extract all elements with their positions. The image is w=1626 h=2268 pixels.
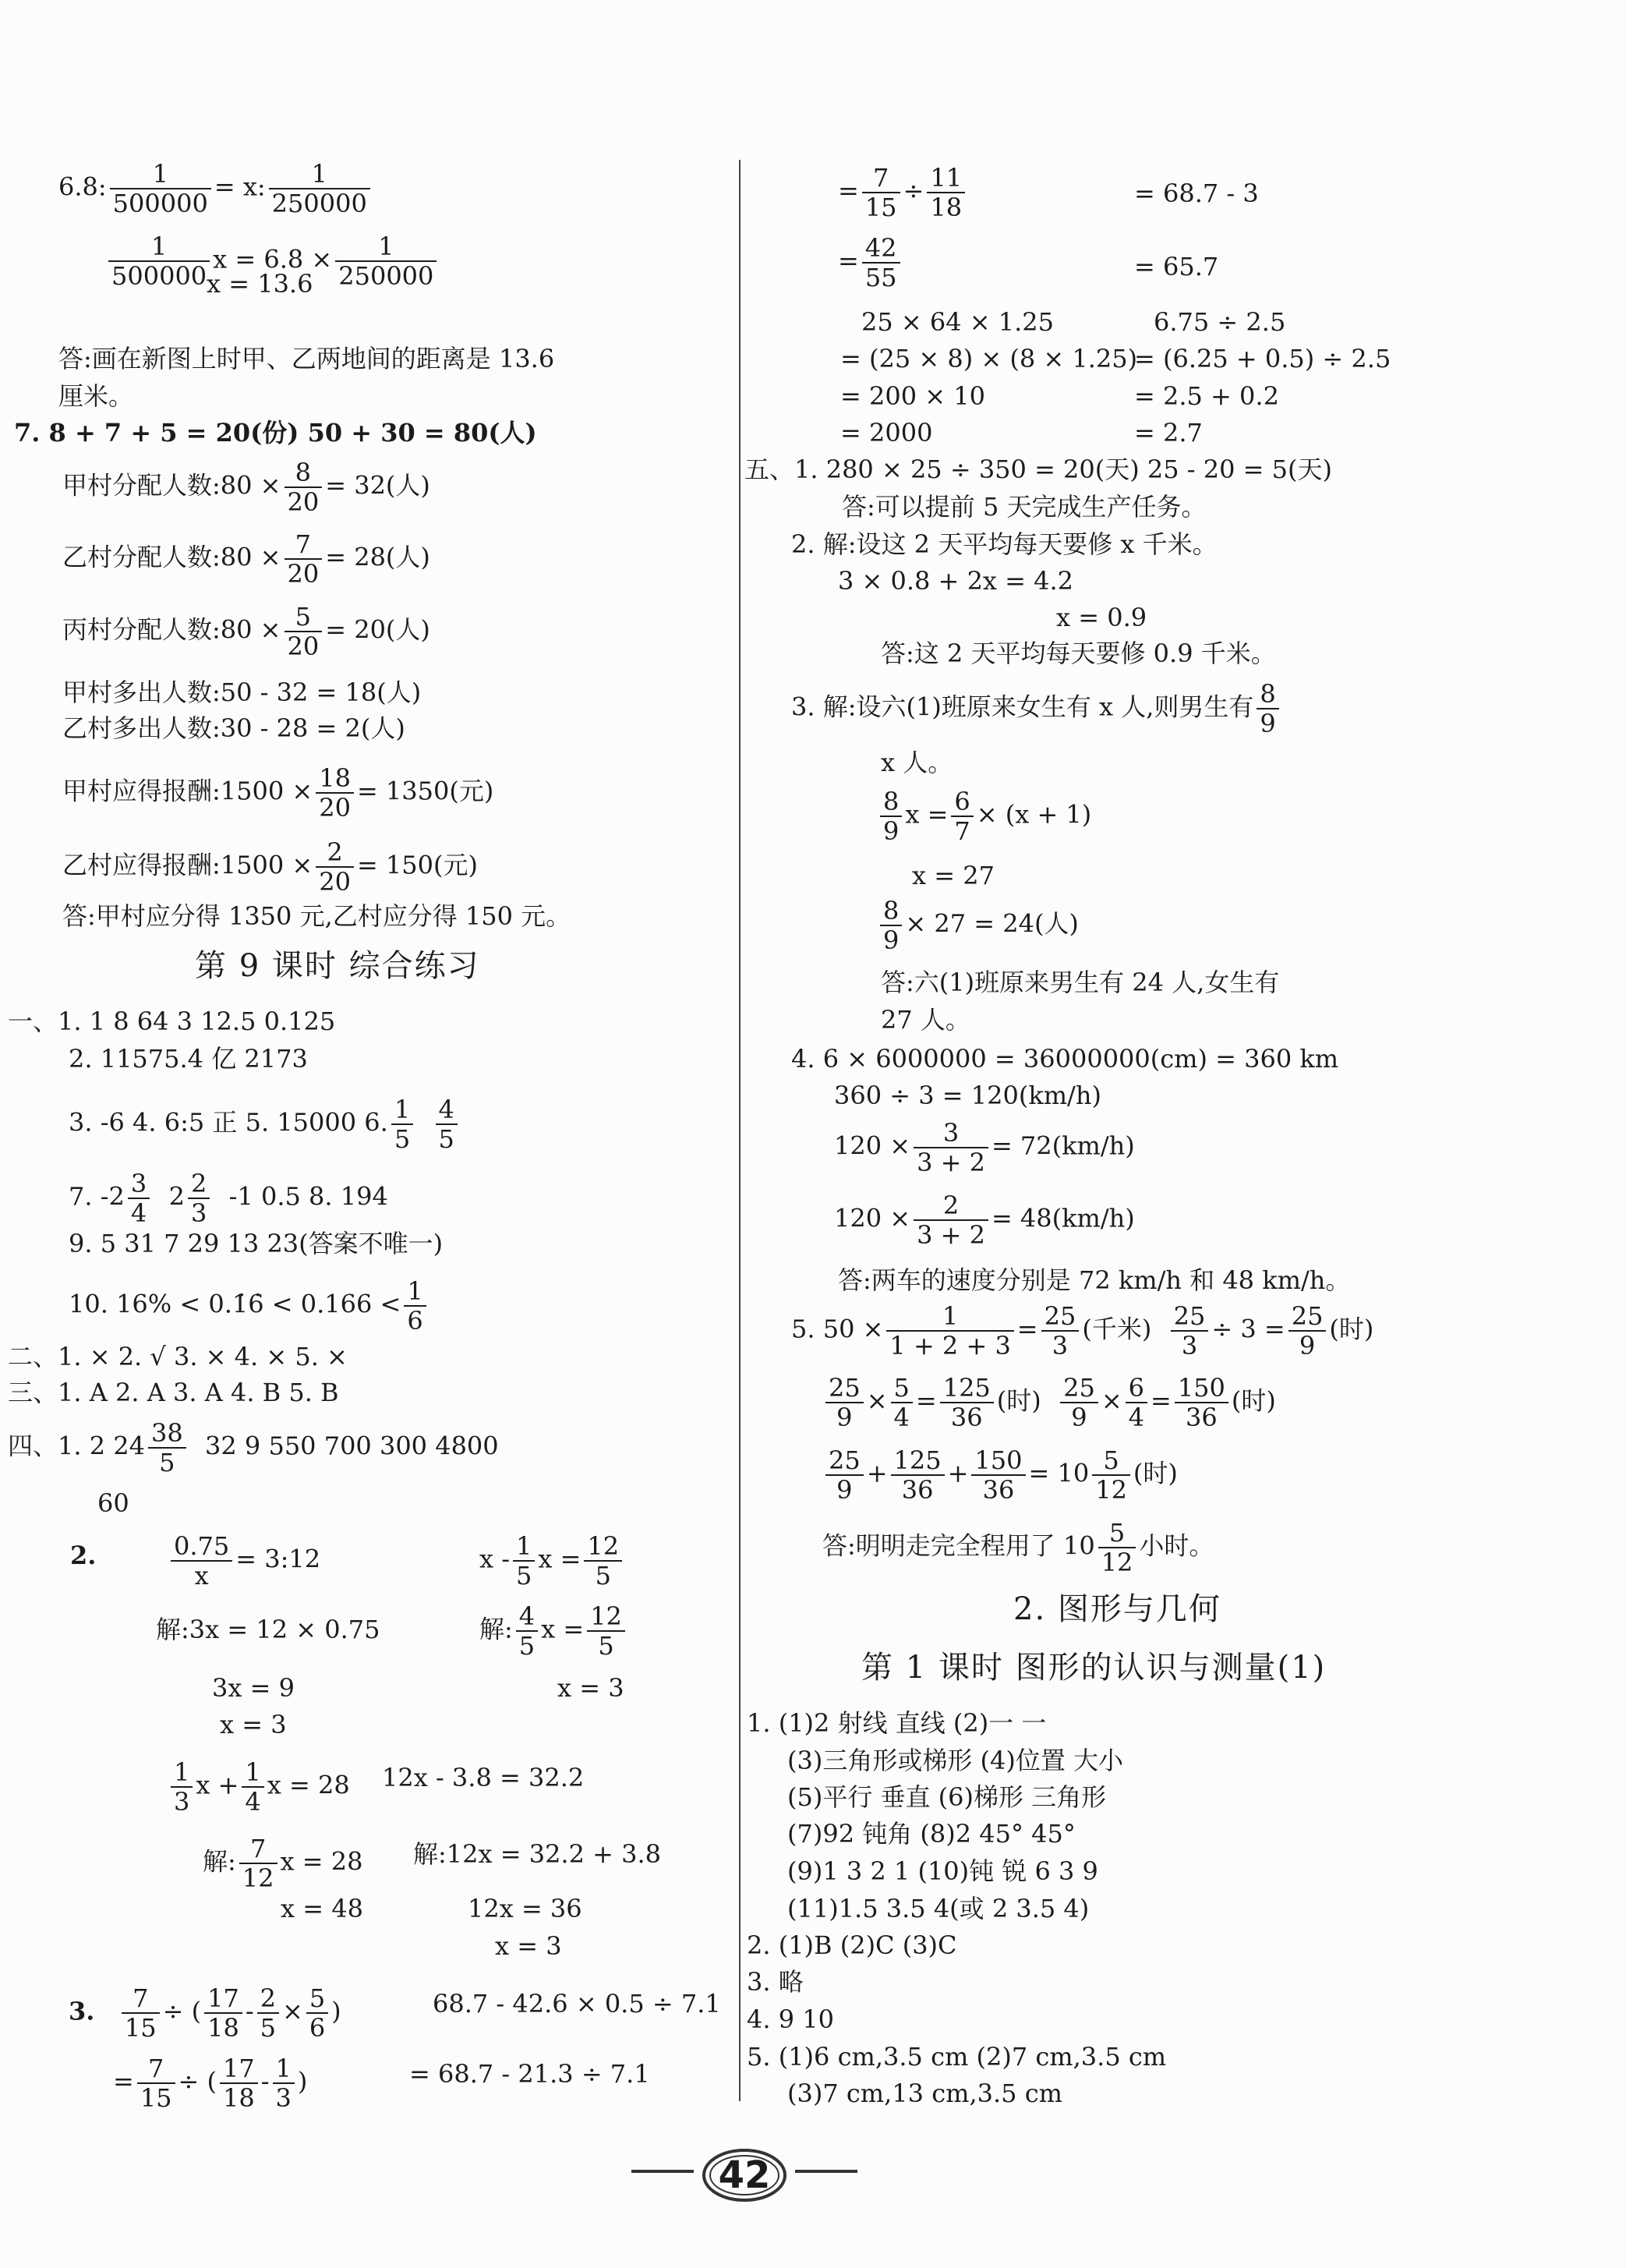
answer-line: 答:两车的速度分别是 72 km/h 和 48 km/h。: [838, 1265, 1351, 1295]
answer-line: 3. 解:设六(1)班原来女生有 x 人,则男生有 $\frac{8}{9}$: [791, 680, 1282, 738]
answer-line: 答:甲村应分得 1350 元,乙村应分得 150 元。: [62, 901, 571, 931]
answer-line: (3)7 cm,13 cm,3.5 cm: [787, 2079, 1062, 2108]
equation: 解: $\frac{7}{12}$ x = 28: [203, 1834, 363, 1893]
answer-line: 答:这 2 天平均每天要修 0.9 千米。: [881, 639, 1276, 668]
equation: 3. $\frac{7}{15}$ ÷ ( $\frac{17}{18}$ - $\frac{2}{5}$ × $\frac{5}{6}$ ): [69, 1983, 341, 2043]
calc-line: 丙村分配人数:80 × $\frac{5}{20}$ = 20(人): [62, 602, 430, 661]
calc-line: 甲村分配人数:80 × $\frac{8}{20}$ = 32(人): [62, 458, 430, 517]
equation: $\frac{0.75}{x}$ = 3:12: [168, 1532, 320, 1590]
calc-line: 乙村分配人数:80 × $\frac{7}{20}$ = 28(人): [62, 529, 430, 589]
equation: = $\frac{7}{15}$ ÷ $\frac{11}{18}$: [838, 164, 968, 221]
answer-line: 二、1. × 2. √ 3. × 4. × 5. ×: [8, 1342, 348, 1371]
equation: x = 3: [220, 1710, 287, 1739]
equation: x = 48: [281, 1894, 363, 1923]
answer-line: 5. (1)6 cm,3.5 cm (2)7 cm,3.5 cm: [747, 2042, 1167, 2072]
question-number: 2.: [70, 1541, 97, 1570]
equation: 120 × $\frac{3}{3 + 2}$ = 72(km/h): [834, 1118, 1135, 1177]
equation: = $\frac{7}{15}$ ÷ ( $\frac{17}{18}$ - $\frac{1}{3}$ ): [113, 2054, 308, 2113]
equation: 5. 50 × $\frac{1}{1 + 2 + 3}$ = $\frac{25}{3}$ (千米) $\frac{25}{3}$ ÷ 3 = $\frac{25}{9}$ (时): [791, 1301, 1374, 1360]
equation: x = 27: [912, 861, 995, 890]
equation: 68.7 - 42.6 × 0.5 ÷ 7.1: [433, 1989, 721, 2019]
answer-line: 3. 略: [747, 1967, 804, 1997]
equation: = 68.7 - 3: [1134, 179, 1259, 208]
equation: = 2.7: [1134, 418, 1203, 448]
footer-ornament-left: [631, 2170, 694, 2173]
answer-line: (9)1 3 2 1 (10)钝 锐 6 3 9: [787, 1856, 1098, 1886]
equation: 3 × 0.8 + 2x = 4.2: [838, 566, 1074, 596]
equation-line: $\frac{1}{500000}$ x = 6.8 × $\frac{1}{250000}$: [105, 232, 440, 290]
equation: = 2000: [840, 418, 933, 448]
equation: = 200 × 10: [840, 381, 985, 411]
answer-line: (3)三角形或梯形 (4)位置 大小: [787, 1746, 1124, 1775]
equation: $\frac{25}{9}$ × $\frac{5}{4}$ = $\frac{125}{36}$ (时) $\frac{25}{9}$ × $\frac{6}{4}$ = $\frac{150}{36}$ (时): [822, 1374, 1276, 1431]
equation: $\frac{8}{9}$ x = $\frac{6}{7}$ × (x + 1): [877, 787, 1091, 845]
equation: x = 3: [495, 1931, 562, 1961]
equation: = 2.5 + 0.2: [1134, 381, 1279, 411]
calc-line: 乙村多出人数:30 - 28 = 2(人): [62, 713, 405, 743]
answer-line: 四、1. 2 24 $\frac{38}{5}$ 32 9 550 700 300 4800: [8, 1418, 499, 1477]
answer-line: 2. 解:设这 2 天平均每天要修 x 千米。: [791, 529, 1218, 559]
answer-line: 答:六(1)班原来男生有 24 人,女生有: [881, 968, 1280, 997]
answer-line: 一、1. 1 8 64 3 12.5 0.125: [8, 1007, 336, 1036]
answer-line: 1. (1)2 射线 直线 (2)一 一: [747, 1708, 1047, 1738]
equation: $\frac{25}{9}$ + $\frac{125}{36}$ + $\frac{150}{36}$ = 10 $\frac{5}{12}$ (时): [822, 1446, 1178, 1504]
equation: 12x = 36: [468, 1894, 582, 1923]
equation: x = 0.9: [1056, 603, 1147, 632]
answer-line: (5)平行 垂直 (6)梯形 三角形: [787, 1782, 1107, 1812]
page-number-badge: [702, 2148, 787, 2203]
calc-line: 甲村多出人数:50 - 32 = 18(人): [62, 678, 422, 707]
solution-line: x = 13.6: [207, 269, 313, 299]
calc-line: 甲村应得报酬:1500 × $\frac{18}{20}$ = 1350(元): [62, 763, 494, 823]
answer-line: 4. 6 × 6000000 = 36000000(cm) = 360 km: [791, 1044, 1339, 1074]
answer-line: 9. 5 31 7 29 13 23(答案不唯一): [69, 1229, 444, 1258]
equation: x - $\frac{1}{5}$ x = $\frac{12}{5}$: [479, 1532, 625, 1590]
equation: 25 × 64 × 1.25: [861, 307, 1054, 337]
answer-line: (11)1.5 3.5 4(或 2 3.5 4): [787, 1894, 1090, 1923]
equation: = 68.7 - 21.3 ÷ 7.1: [409, 2059, 650, 2089]
equation: x = 3: [557, 1673, 624, 1703]
equation: 120 × $\frac{2}{3 + 2}$ = 48(km/h): [834, 1191, 1135, 1250]
equation: = (25 × 8) × (8 × 1.25): [840, 344, 1138, 373]
answer-line: 答:明明走完全程用了 10 $\frac{5}{12}$ 小时。: [822, 1518, 1214, 1577]
answer-line: 三、1. A 2. A 3. A 4. B 5. B: [8, 1378, 339, 1407]
calc-line: 乙村应得报酬:1500 × $\frac{2}{20}$ = 150(元): [62, 837, 478, 897]
equation: 12x - 3.8 = 32.2: [382, 1763, 585, 1792]
answer-line: 10. 16% < 0.1̇6̇ < 0.166 < $\frac{1}{6}$: [69, 1277, 429, 1335]
equation: $\frac{8}{9}$ × 27 = 24(人): [877, 897, 1079, 954]
answer-line: 五、1. 280 × 25 ÷ 350 = 20(天) 25 - 20 = 5(天): [744, 455, 1332, 484]
equation: = $\frac{42}{55}$: [838, 234, 903, 292]
answer-line: 27 人。: [881, 1005, 970, 1035]
question-7: 7. 8 + 7 + 5 = 20(份) 50 + 30 = 80(人): [14, 418, 537, 448]
answer-line: 2. (1)B (2)C (3)C: [747, 1930, 957, 1960]
answer-line: 7. -2 $\frac{3}{4}$ 2 $\frac{2}{3}$ -1 0.5 8. 194: [69, 1169, 388, 1228]
equation: = 65.7: [1134, 252, 1219, 281]
answer-line: x 人。: [881, 748, 953, 777]
proportion-line: 6.8: $\frac{1}{500000}$ = x: $\frac{1}{250000}$: [58, 160, 373, 218]
answer-line: 3. -6 4. 6:5 正 5. 15000 6. $\frac{1}{5}$ $\frac{4}{5}$: [69, 1095, 461, 1153]
answer-line: (7)92 钝角 (8)2 45° 45°: [787, 1819, 1076, 1849]
equation: = (6.25 + 0.5) ÷ 2.5: [1134, 344, 1391, 373]
equation: 解:12x = 32.2 + 3.8: [413, 1839, 662, 1869]
lesson-heading: 第 1 课时 图形的认识与测量(1): [861, 1650, 1327, 1686]
equation: 3x = 9: [212, 1673, 295, 1703]
answer-line: 厘米。: [58, 381, 134, 411]
equation: 6.75 ÷ 2.5: [1154, 307, 1286, 337]
equation: $\frac{1}{3}$ x + $\frac{1}{4}$ x = 28: [168, 1758, 350, 1816]
answer-line: 60: [97, 1488, 129, 1518]
section-heading: 2. 图形与几何: [1013, 1591, 1221, 1627]
column-divider: [739, 160, 741, 2101]
answer-line: 2. 11575.4 亿 2173: [69, 1044, 308, 1074]
answer-line: 4. 9 10: [747, 2004, 834, 2034]
equation: 解:3x = 12 × 0.75: [156, 1615, 380, 1644]
answer-line: 答:可以提前 5 天完成生产任务。: [842, 492, 1207, 522]
equation: 解: $\frac{4}{5}$ x = $\frac{12}{5}$: [479, 1602, 628, 1660]
page-number: 42: [718, 2153, 771, 2197]
section-heading: 第 9 课时 综合练习: [195, 948, 480, 984]
equation: 360 ÷ 3 = 120(km/h): [834, 1081, 1101, 1110]
answer-line: 答:画在新图上时甲、乙两地间的距离是 13.6: [58, 344, 555, 373]
footer-ornament-right: [795, 2170, 857, 2173]
